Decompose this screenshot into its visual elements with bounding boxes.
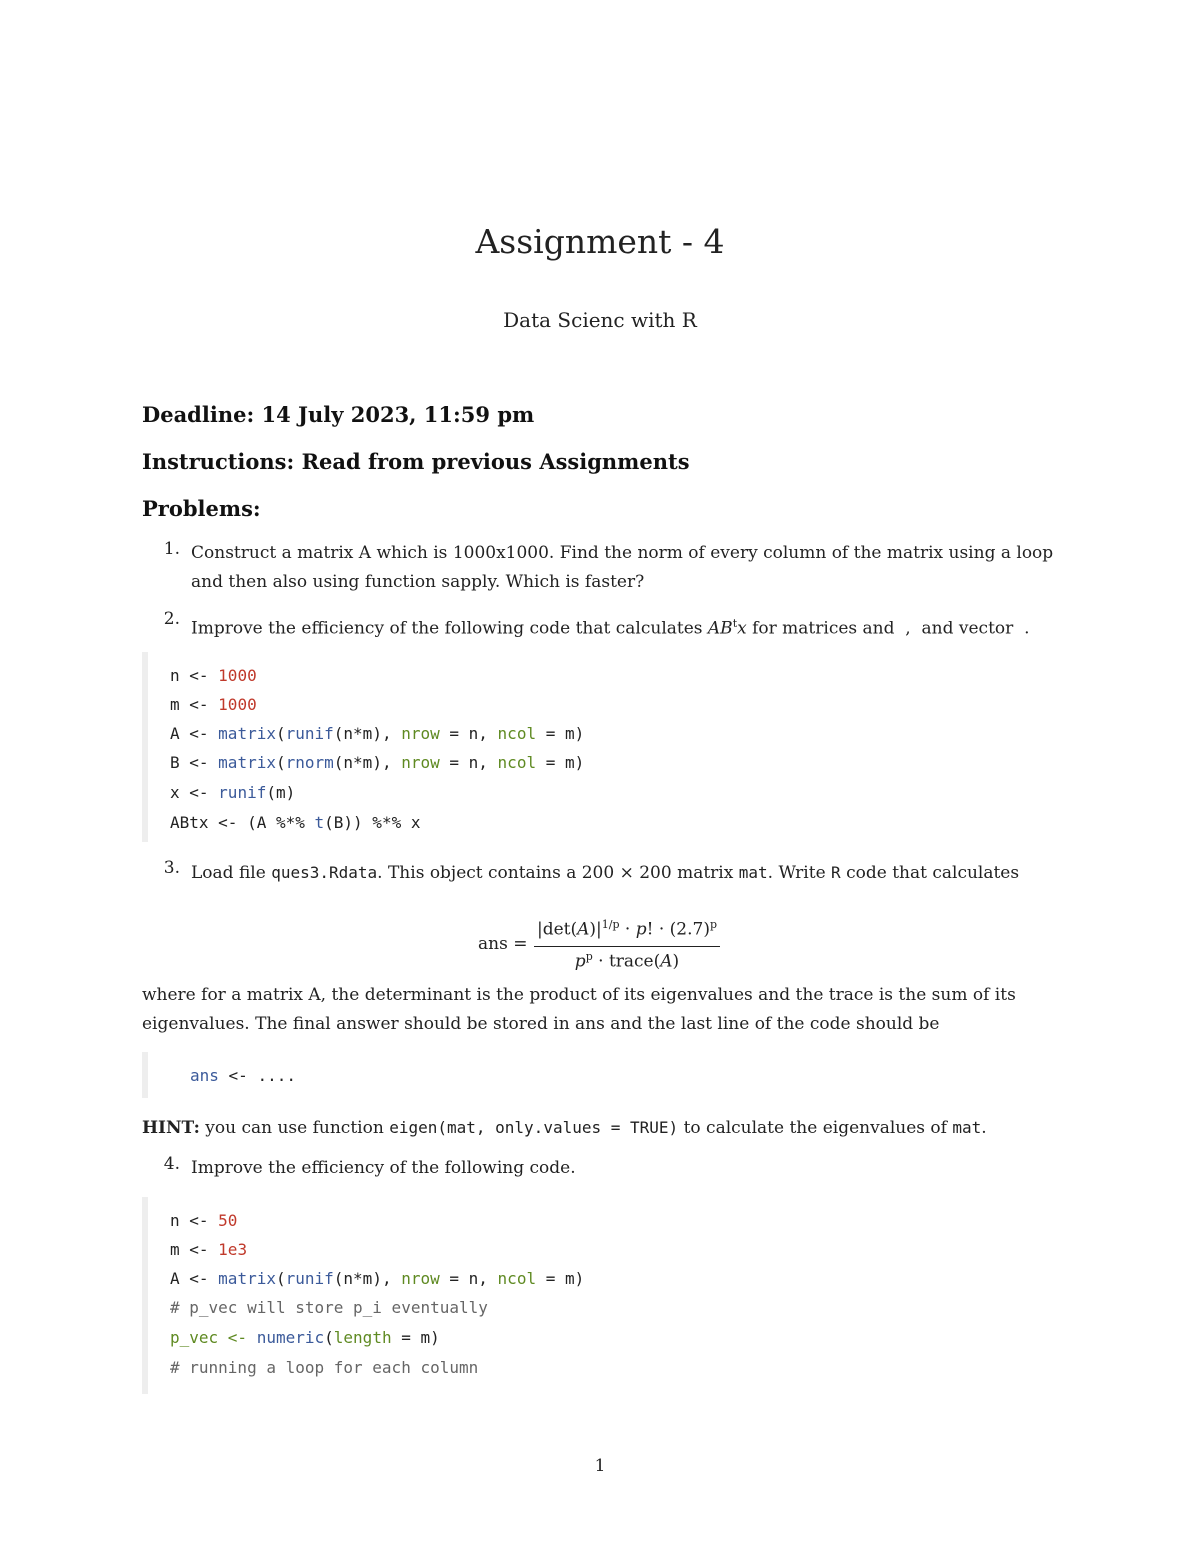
problem-1-number: 1. (163, 539, 180, 559)
code-line: A <- matrix(runif(n*m), nrow = n, ncol = m) (170, 724, 585, 743)
hint-text: HINT: you can use function eigen(mat, only.values = TRUE) to calculate the eigenvalues of mat. (142, 1118, 987, 1138)
formula-denominator: $p^p$ · trace(A) (574, 950, 680, 972)
problem-4-number: 4. (163, 1154, 180, 1174)
problem-2-text (191, 609, 1029, 644)
code-line: m <- 1000 (170, 695, 257, 714)
problem-3-number: 3. (163, 858, 180, 878)
document-subtitle: Data Scienc with R (503, 308, 697, 332)
page-number: 1 (594, 1456, 606, 1476)
formula-lhs: ans = (478, 934, 528, 954)
problem-3-where-line-2: eigenvalues. The final answer should be stored in ans and the last line of the code should be (142, 1014, 940, 1034)
code-block-1 (142, 652, 1078, 842)
code-line: ABtx <- (A %*% t(B)) %*% x (170, 813, 421, 832)
problem-1-line-1: Construct a matrix A which is 1000x1000. Find the norm of every column of the matrix using a loop (191, 543, 1054, 563)
problem-2-math-sup: t (732, 617, 738, 630)
problem-2-math-x: x (737, 618, 747, 639)
instructions-heading: Instructions: Read from previous Assignments (142, 449, 690, 474)
deadline-heading: Deadline: 14 July 2023, 11:59 pm (142, 402, 535, 427)
problem-2-pre: Improve the efficiency of the following code that calculates (191, 618, 708, 639)
code-line: ans <- .... (190, 1066, 296, 1085)
code-comment: # p_vec will store p_i eventually (170, 1298, 488, 1317)
problem-3-where-line-1: where for a matrix A, the determinant is the product of its eigenvalues and the trace is the sum of its (142, 985, 1016, 1005)
problem-2-post: for matrices and , and vector . (746, 618, 1030, 639)
code-line: n <- 1000 (170, 666, 257, 685)
fraction-bar (534, 946, 720, 947)
problem-2-math-ab: AB (707, 618, 733, 639)
code-line: A <- matrix(runif(n*m), nrow = n, ncol = m) (170, 1269, 585, 1288)
problem-3-text: Load file ques3.Rdata. This object contains a 200 × 200 matrix mat. Write R code that calculates (191, 863, 1020, 883)
problem-1-line-2: and then also using function sapply. Which is faster? (191, 572, 645, 592)
code-line: B <- matrix(rnorm(n*m), nrow = n, ncol = m) (170, 753, 585, 772)
hint-label: HINT: (142, 1118, 200, 1138)
code-block-3 (142, 1197, 1078, 1394)
problem-4-text: Improve the efficiency of the following code. (191, 1158, 576, 1178)
code-line: p_vec <- numeric(length = m) (170, 1328, 440, 1347)
code-line: x <- runif(m) (170, 783, 296, 802)
code-block-2 (142, 1052, 1078, 1098)
code-line: m <- 1e3 (170, 1240, 248, 1259)
document-title: Assignment - 4 (475, 222, 725, 261)
code-comment: # running a loop for each column (170, 1358, 479, 1377)
code-line: n <- 50 (170, 1211, 238, 1230)
formula-numerator: $|\det(A)|^{1/p} \cdot p$! · $(2.7)^p$ (536, 918, 718, 940)
problems-heading: Problems: (142, 496, 261, 521)
problem-2-number: 2. (163, 609, 180, 629)
